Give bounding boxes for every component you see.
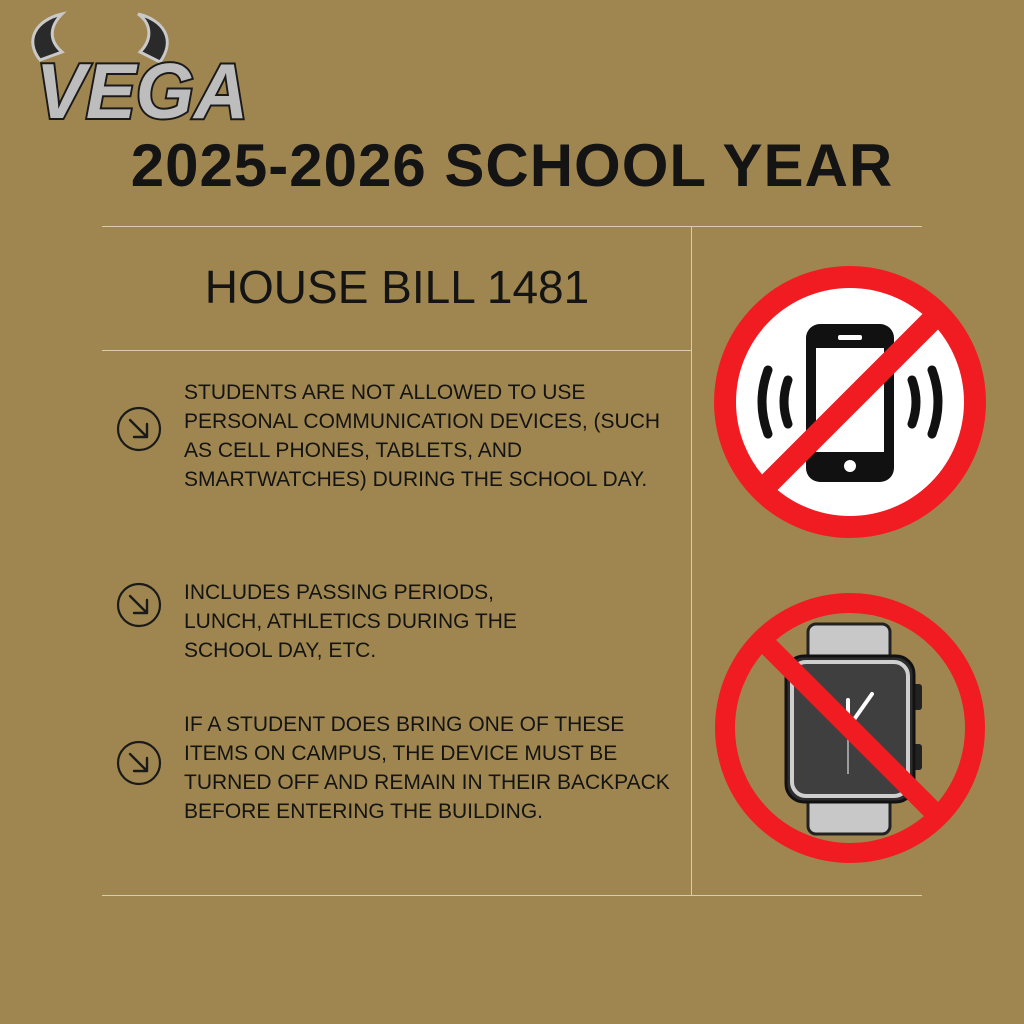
item-text: IF A STUDENT DOES BRING ONE OF THESE ITEMS ON CAMPUS, THE DEVICE MUST BE TURNED OFF AND REMAIN IN THEIR BACKPACK BEFORE ENTERING THE BUILDING. <box>184 713 670 823</box>
top-divider <box>102 226 922 227</box>
no-cell-phone-icon <box>710 262 990 542</box>
item-text: STUDENTS ARE NOT ALLOWED TO USE PERSONAL COMMUNICATION DEVICES, (SUCH AS CELL PHONES, TABLETS, AND SMARTWATCHES) DURING THE SCHOOL DAY. <box>184 381 661 491</box>
column-divider <box>691 226 692 895</box>
no-smartwatch-icon <box>710 588 990 868</box>
arrow-down-right-icon <box>116 582 162 628</box>
bottom-divider <box>102 895 922 896</box>
section-title: HOUSE BILL 1481 <box>204 261 590 313</box>
section-divider <box>102 350 692 351</box>
vega-logo <box>22 10 254 128</box>
arrow-down-right-icon <box>116 406 162 452</box>
list-item <box>116 378 676 518</box>
page-title: 2025-2026 SCHOOL YEAR <box>130 132 894 199</box>
item-text: INCLUDES PASSING PERIODS, LUNCH, ATHLETICS DURING THE SCHOOL DAY, ETC. <box>184 581 517 662</box>
list-item <box>116 710 676 850</box>
arrow-down-right-icon <box>116 740 162 786</box>
logo-text: VEGA <box>36 47 248 128</box>
list-item <box>116 578 676 668</box>
